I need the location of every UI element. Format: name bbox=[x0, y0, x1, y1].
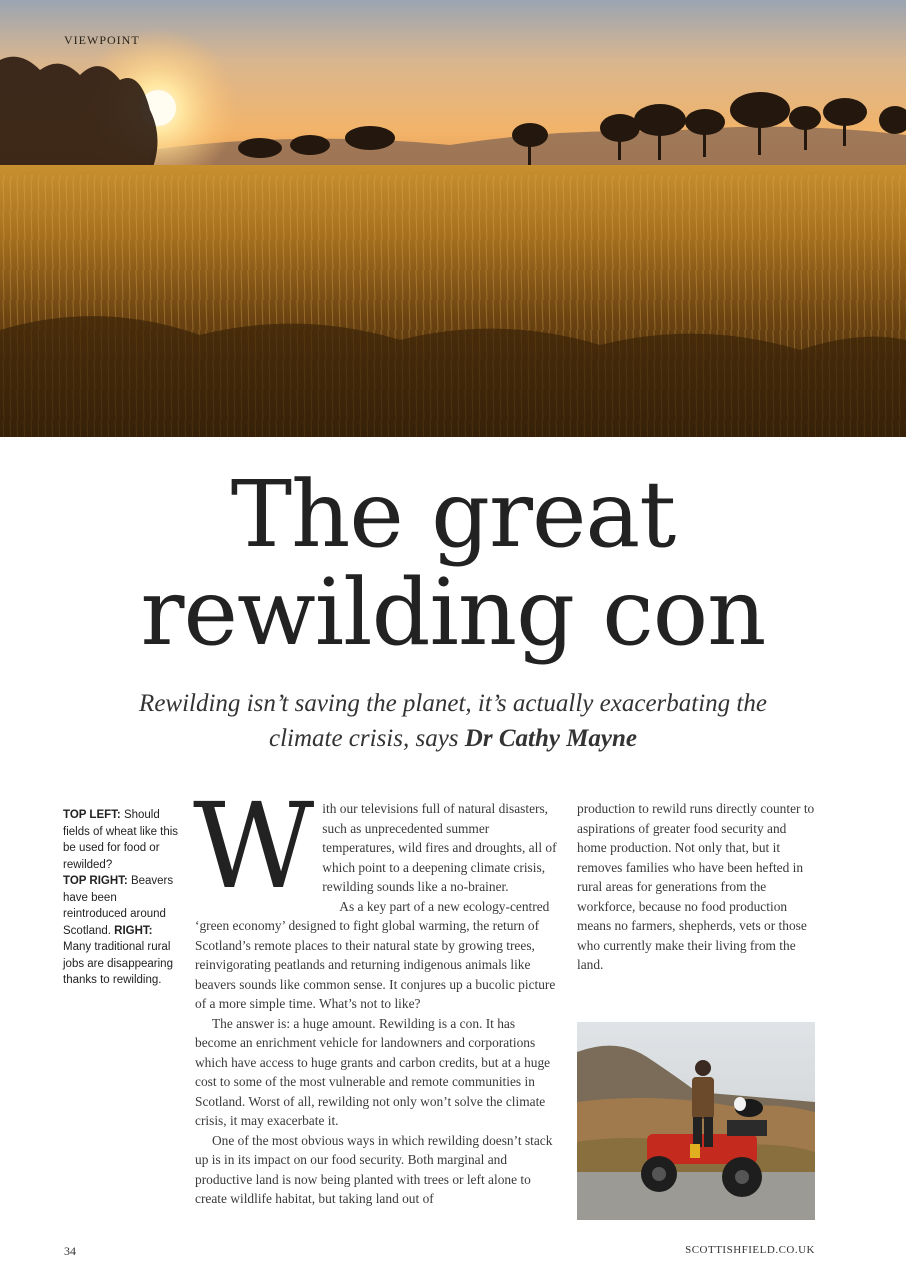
hero-photo bbox=[0, 0, 906, 437]
wheat-field-sunset-image bbox=[0, 0, 906, 437]
caption-label-top-left: TOP LEFT: bbox=[63, 809, 121, 821]
paragraph-4: One of the most obvious ways in which rewilding doesn’t stack up is in its impact on our food security. Both marginal and productive land is now being planted with trees or left alone to create wildlife habitat, but taking land out of bbox=[195, 1132, 553, 1206]
photo-captions bbox=[63, 807, 181, 989]
author-name: Dr Cathy Mayne bbox=[464, 725, 638, 752]
headline-line-2: rewilding con bbox=[140, 559, 766, 666]
paragraph-1 bbox=[193, 777, 557, 915]
paragraph-5: production to rewild runs directly counter to aspirations of greater food security and home production. Not only that, but it removes families who have been hefted in rural areas for generations from the workforce, because no food production means no farmers, shepherds, vets or those who currently make their living from the land. bbox=[577, 801, 815, 972]
paragraph-2: As a key part of a new ecology-centred ‘green economy’ designed to fight global warming, the return of Scotland’s remote places to their natural state by growing trees, reinvigorating peatlands and returning indigenous animals like beavers sounds like common sense. It conjures up a bucolic picture of a more simple time. What’s not to like? bbox=[195, 898, 556, 1011]
paragraph-3: The answer is: a huge amount. Rewilding is a con. It has become an enrichment vehicle for landowners and corporations which have access to huge grants and carbon credits, but at a huge cost to some of the most vulnerable and remote communities in Scotland. Worst of all, rewilding not only won’t solve the climate crisis, it may exacerbate it. bbox=[195, 1015, 551, 1128]
caption-label-right: RIGHT: bbox=[114, 924, 153, 937]
caption-text-top-left: Should fields of wheat like this be used for food or rewilded? bbox=[63, 809, 179, 871]
website-url: SCOTTISHFIELD.CO.UK bbox=[685, 1244, 815, 1256]
caption-text-top-right: Beavers have been reintroduced around Scotland. bbox=[63, 875, 174, 937]
caption-label-top-right: TOP RIGHT: bbox=[63, 875, 128, 887]
headline bbox=[0, 461, 906, 666]
paragraph-1-text: ith our televisions full of natural disasters, such as unprecedented summer temperatures, wild fires and droughts, all of which point to a deepening climate crisis, rewilding sounds like a no-brainer. bbox=[322, 801, 557, 894]
drop-cap: W bbox=[193, 777, 315, 915]
caption-text-right: Many traditional rural jobs are disappearing thanks to rewilding. bbox=[63, 941, 173, 986]
body-column-1 bbox=[193, 777, 557, 1209]
farmer-quad-bike-photo bbox=[577, 1022, 815, 1220]
standfirst bbox=[100, 686, 806, 756]
body-column-2 bbox=[577, 799, 817, 975]
headline-line-1: The great bbox=[230, 461, 676, 568]
standfirst-text: Rewilding isn’t saving the planet, it’s actually exacerbating the climate crisis, says bbox=[139, 690, 767, 752]
farmer-on-quad-bike-image bbox=[577, 1022, 815, 1220]
page-number: 34 bbox=[64, 1244, 76, 1258]
section-label: VIEWPOINT bbox=[64, 33, 140, 47]
